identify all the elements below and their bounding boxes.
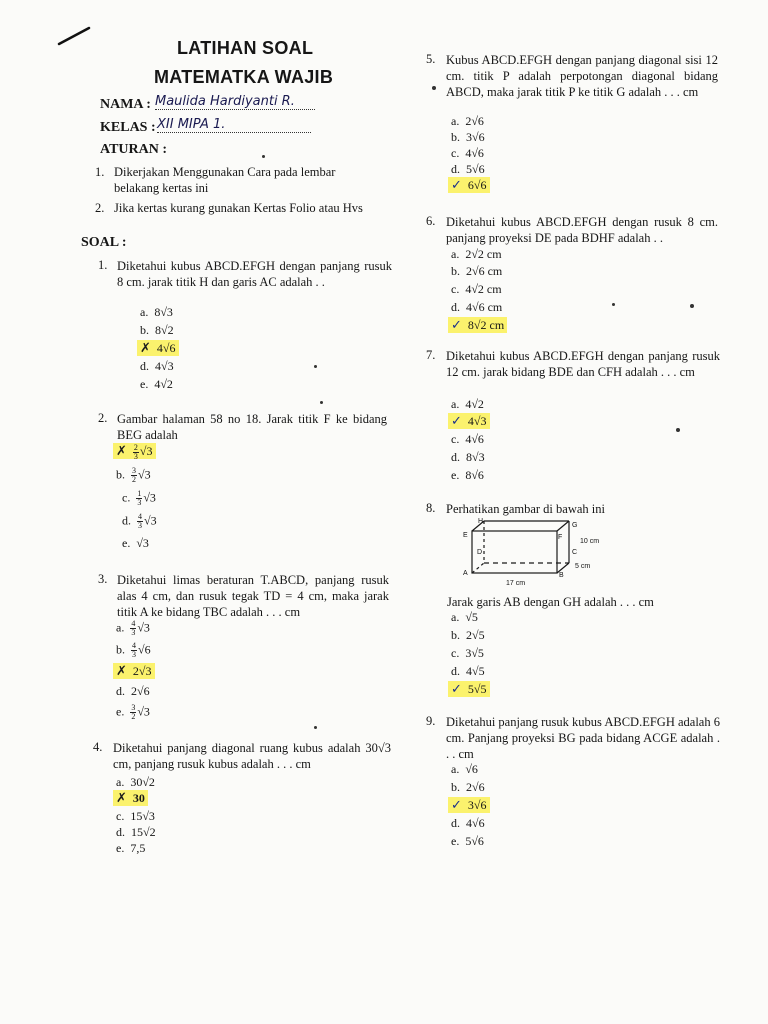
option-b: b. $\frac{3}{2}$ √3 (116, 466, 151, 484)
question-number: 2. (98, 411, 108, 425)
cross-mark-icon: ✗ (116, 791, 127, 806)
rule-num: 1. (95, 165, 105, 179)
dimension-label: 17 cm (506, 580, 526, 587)
question-number: 6. (426, 214, 436, 228)
vertex-label: G (572, 522, 578, 529)
scan-speck (262, 155, 265, 158)
option-b: b. 2√5 (451, 628, 485, 642)
option-a-selected: ✗ $\frac{2}{3}$ √3 (116, 444, 157, 467)
dimension-label: 10 cm (580, 538, 600, 545)
question-text: Diketahui kubus ABCD.EFGH dengan panjang rusuk 12 cm. jarak bidang BDE dan CFH adalah . . . cm (446, 349, 720, 379)
question-text: Diketahui kubus ABCD.EFGH dengan rusuk 8 cm. panjang proyeksi DE pada BDHF adalah . . (446, 215, 718, 245)
option-d: d. 15√2 (116, 825, 156, 839)
nama-label: NAMA : (100, 97, 151, 112)
option-list (451, 114, 490, 196)
option-e: e. 5√6 (451, 834, 484, 848)
cross-mark-icon: ✗ (116, 444, 127, 460)
scan-speck (320, 401, 323, 404)
option-a: a. 2√2 cm (451, 247, 502, 261)
question-number: 4. (93, 740, 103, 754)
rule-text: Jika kertas kurang gunakan Kertas Folio atau Hvs (114, 201, 363, 215)
question-text: Perhatikan gambar di bawah ini (446, 502, 605, 516)
option-e: e. 4√2 (140, 377, 173, 391)
option-d: d. 8√3 (451, 450, 485, 464)
vertex-label: E (463, 532, 468, 539)
option-d: d. 4√6 (451, 816, 485, 830)
option-list (140, 305, 179, 395)
option-b: b. 2√6 (451, 780, 485, 794)
aturan-label: ATURAN : (100, 142, 168, 157)
option-d: d. 4√6 cm (451, 300, 503, 314)
vertex-label: H (478, 518, 484, 525)
check-mark-icon: ✓ (451, 682, 462, 697)
option-b-selected: ✓ 4√3 (451, 414, 490, 432)
option-a: a. $\frac{4}{3}$ √3 (116, 619, 150, 637)
question-number: 3. (98, 572, 108, 586)
option-e-selected: ✓ 8√2 cm (451, 318, 507, 336)
option-a: a. 30√2 (116, 775, 155, 789)
page-title: LATIHAN SOAL (177, 38, 314, 58)
check-mark-icon: ✓ (451, 178, 462, 193)
question-text: Kubus ABCD.EFGH dengan panjang diagonal sisi 12 cm. titik P adalah perpotongan diagonal bidang ABCD, maka jarak titik P ke titik G adalah . . . cm (446, 53, 718, 99)
question-number: 5. (426, 52, 436, 66)
question-number: 7. (426, 348, 436, 362)
vertex-label: B (559, 572, 564, 579)
dimension-label: 5 cm (575, 563, 591, 570)
option-list (451, 397, 490, 486)
option-e: e. √3 (122, 536, 149, 550)
cross-mark-icon: ✗ (140, 341, 151, 356)
option-e-selected: ✓ 6√6 (451, 178, 490, 196)
option-c: c. 4√2 cm (451, 282, 502, 296)
option-e: e. 8√6 (451, 468, 484, 482)
scan-speck (690, 304, 694, 308)
option-list (116, 444, 157, 559)
question-number: 8. (426, 501, 436, 515)
scan-speck (432, 86, 436, 90)
option-c: c. 4√6 (451, 432, 484, 446)
soal-label: SOAL : (81, 235, 127, 250)
option-c: c. 15√3 (116, 809, 155, 823)
vertex-label: D (477, 549, 483, 556)
scan-speck (314, 365, 317, 368)
scan-speck (676, 428, 680, 432)
option-c-selected: ✓ 3√6 (451, 798, 490, 816)
option-d: d. 4√3 (140, 359, 174, 373)
option-c-selected: ✗ 2√3 (116, 664, 155, 684)
option-list (451, 610, 490, 700)
vertex-label: F (558, 534, 563, 541)
option-list (116, 620, 155, 724)
question-text: Gambar halaman 58 no 18. Jarak titik F ke bidang BEG adalah (117, 412, 387, 442)
option-c: c. 3√5 (451, 646, 484, 660)
question-text: Diketahui kubus ABCD.EFGH dengan panjang rusuk 8 cm. jarak titik H dan garis AC adalah . . (117, 259, 392, 289)
check-mark-icon: ✓ (451, 798, 462, 813)
question-text: Diketahui panjang diagonal ruang kubus adalah 30√3 cm, panjang rusuk kubus adalah . . . cm (113, 741, 391, 771)
question-number: 9. (426, 714, 436, 728)
option-d: d. 2√6 (116, 684, 150, 698)
option-d: d. 4√5 (451, 664, 485, 678)
option-list (116, 775, 156, 857)
option-e: e. $\frac{3}{2}$ √3 (116, 703, 150, 721)
page-subtitle: MATEMATKA WAJIB (154, 67, 334, 87)
question-text: Diketahui limas beraturan T.ABCD, panjang rusuk alas 4 cm, dan rusuk tegak TD = 4 cm, maka jarak titik A ke bidang TBC adalah . . . cm (117, 573, 389, 619)
vertex-label: A (463, 570, 468, 577)
option-a: a. 8√3 (140, 305, 173, 319)
question-text: Diketahui panjang rusuk kubus ABCD.EFGH adalah 6 cm. Panjang proyeksi BG pada bidang ACGE adalah . . . cm (446, 715, 720, 761)
vertex-label: C (572, 549, 578, 556)
pen-stroke (55, 24, 95, 48)
option-a: a. √6 (451, 762, 478, 776)
option-b: b. 3√6 (451, 130, 485, 144)
option-c: c. 4√6 (451, 146, 484, 160)
cuboid-figure (458, 515, 608, 587)
option-b: b. 8√2 (140, 323, 174, 337)
option-c: c. $\frac{1}{3}$ √3 (122, 489, 156, 507)
option-e: e. 7,5 (116, 841, 146, 855)
option-c-selected: ✗ 4√6 (140, 341, 179, 359)
question-subtext: Jarak garis AB dengan GH adalah . . . cm (447, 595, 654, 609)
nama-value: Maulida Hardiyanti R. (155, 94, 315, 110)
option-list (451, 762, 490, 852)
kelas-value: XII MIPA 1. (157, 117, 311, 133)
cross-mark-icon: ✗ (116, 664, 127, 679)
question-number: 1. (98, 258, 108, 272)
option-a: a. √5 (451, 610, 478, 624)
option-list (451, 247, 507, 336)
check-mark-icon: ✓ (451, 414, 462, 429)
scan-speck (612, 303, 615, 306)
option-a: a. 2√6 (451, 114, 484, 128)
option-b-selected: ✗ 30 (116, 791, 156, 809)
kelas-label: KELAS : (100, 120, 156, 135)
option-a: a. 4√2 (451, 397, 484, 411)
check-mark-icon: ✓ (451, 318, 462, 333)
rule-num: 2. (95, 201, 105, 215)
option-d: d. 5√6 (451, 162, 485, 176)
rule-text: Dikerjakan Menggunakan Cara pada lembar belakang kertas ini (114, 165, 336, 195)
option-b: b. $\frac{4}{3}$ √6 (116, 641, 151, 659)
option-b: b. 2√6 cm (451, 264, 503, 278)
option-e-selected: ✓ 5√5 (451, 682, 490, 700)
option-d: d. $\frac{4}{3}$ √3 (122, 512, 157, 530)
scan-speck (314, 726, 317, 729)
